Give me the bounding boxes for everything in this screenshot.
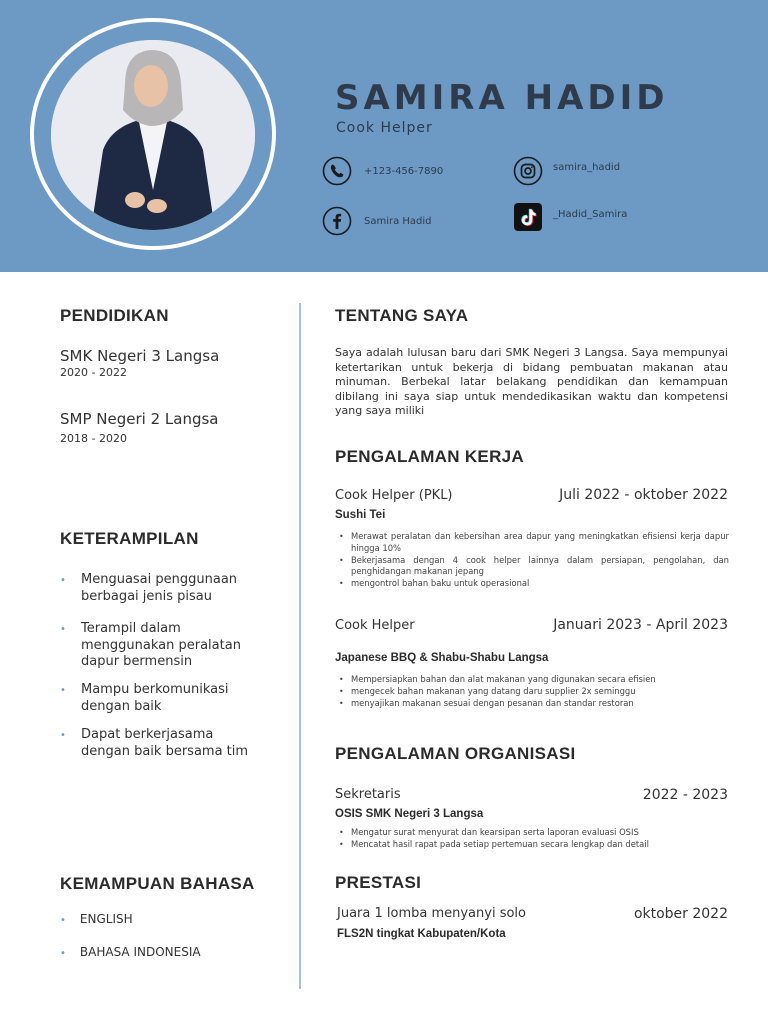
education-school: SMK Negeri 3 Langsa	[60, 347, 220, 365]
achievement-event: FLS2N tingkat Kabupaten/Kota	[337, 928, 506, 940]
experience-heading: PENGALAMAN KERJA	[335, 447, 524, 466]
organization-name: OSIS SMK Negeri 3 Langsa	[335, 808, 484, 820]
contact-instagram	[513, 156, 620, 186]
tiktok-handle: _Hadid_Samira	[553, 208, 628, 220]
organization-date: 2022 - 2023	[642, 787, 728, 803]
candidate-name: SAMIRA HADID	[335, 78, 669, 118]
achievements-heading: PRESTASI	[335, 873, 422, 892]
skill-text: Terampil dalam menggunakan peralatan dapur bermensin	[81, 621, 241, 669]
list-item: • Bekerjasama dengan 4 cook helper lainnya dalam persiapan, pengolahan, dan penghidangan makanan jepang	[335, 555, 729, 579]
job-company: Sushi Tei	[335, 509, 386, 521]
languages-heading: KEMAMPUAN BAHASA	[60, 874, 255, 893]
list-item: • Mempersiapkan bahan dan alat makanan yang digunakan secara efisien	[335, 674, 729, 686]
skills-heading: KETERAMPILAN	[60, 529, 199, 548]
organization-title: Sekretaris	[335, 787, 401, 802]
bullet-dot: •	[60, 915, 66, 926]
bullet-dot: •	[60, 948, 66, 959]
tiktok-icon	[513, 202, 543, 232]
list-item: • mengecek bahan makanan yang datang daru supplier 2x seminggu	[335, 686, 729, 698]
instagram-handle: samira_hadid	[553, 161, 621, 173]
candidate-role: Cook Helper	[336, 120, 433, 136]
phone-number: +123-456-7890	[364, 165, 444, 177]
bullet-dot: •	[60, 685, 66, 696]
facebook-icon	[322, 206, 352, 236]
achievement-title: Juara 1 lomba menyanyi solo	[337, 906, 526, 921]
skill-item	[60, 682, 260, 715]
facebook-name: Samira Hadid	[364, 215, 432, 227]
header-banner	[0, 0, 768, 272]
about-heading: TENTANG SAYA	[335, 306, 469, 325]
list-item: • menyajikan makanan sesuai dengan pesanan dan standar restoran	[335, 698, 729, 710]
language-text: ENGLISH	[79, 912, 133, 926]
contact-phone	[322, 156, 443, 186]
job-date: Januari 2023 - April 2023	[553, 617, 728, 633]
skill-text: Menguasai penggunaan berbagai jenis pisau	[81, 572, 238, 604]
list-item: • Mencatat hasil rapat pada setiap pertemuan secara lengkap dan detail	[335, 839, 729, 851]
skill-text: Mampu berkomunikasi dengan baik	[81, 682, 229, 714]
organization-responsibilities	[335, 827, 729, 851]
list-item: • mengontrol bahan baku untuk operasional	[335, 578, 729, 590]
skill-item	[60, 572, 260, 605]
skill-item	[60, 621, 260, 671]
contact-tiktok	[513, 202, 627, 232]
profile-photo	[51, 40, 255, 230]
contact-facebook	[322, 206, 432, 236]
language-item	[60, 912, 133, 926]
education-school: SMP Negeri 2 Langsa	[60, 410, 219, 428]
list-item: • Mengatur surat menyurat dan kearsipan serta laporan evaluasi OSIS	[335, 827, 729, 839]
job-responsibilities	[335, 531, 729, 590]
column-divider	[299, 303, 301, 989]
job-responsibilities	[335, 674, 729, 709]
bullet-dot: •	[60, 624, 66, 635]
job-company: Japanese BBQ & Shabu-Shabu Langsa	[335, 652, 549, 664]
profile-photo-illustration	[51, 40, 255, 230]
language-text: BAHASA INDONESIA	[79, 945, 201, 959]
achievement-date: oktober 2022	[633, 906, 728, 922]
list-item: • Merawat peralatan dan kebersihan area dapur yang meningkatkan efisiensi kerja dapur hingga 10%	[335, 531, 729, 555]
job-title: Cook Helper (PKL)	[335, 488, 453, 503]
instagram-icon	[513, 156, 543, 186]
education-years: 2018 - 2020	[60, 432, 127, 445]
bullet-dot: •	[60, 575, 66, 586]
bullet-dot: •	[60, 730, 66, 741]
language-item	[60, 945, 201, 959]
education-heading: PENDIDIKAN	[60, 306, 169, 325]
organization-heading: PENGALAMAN ORGANISASI	[335, 744, 576, 763]
skill-text: Dapat berkerjasama dengan baik bersama tim	[81, 727, 249, 759]
job-date: Juli 2022 - oktober 2022	[559, 487, 728, 503]
job-title: Cook Helper	[335, 618, 415, 633]
phone-icon	[322, 156, 352, 186]
skill-item	[60, 727, 260, 760]
about-text: Saya adalah lulusan baru dari SMK Negeri 3 Langsa. Saya mempunyai ketertarikan untuk bekerja di bidang pembuatan makanan atau minuman. Berbekal latar belakang pendidikan dan kemampuan dibilang ini saya siap untuk mendedikasikan waktu dan kompetensi yang saya miliki	[335, 346, 728, 418]
education-years: 2020 - 2022	[60, 366, 127, 379]
